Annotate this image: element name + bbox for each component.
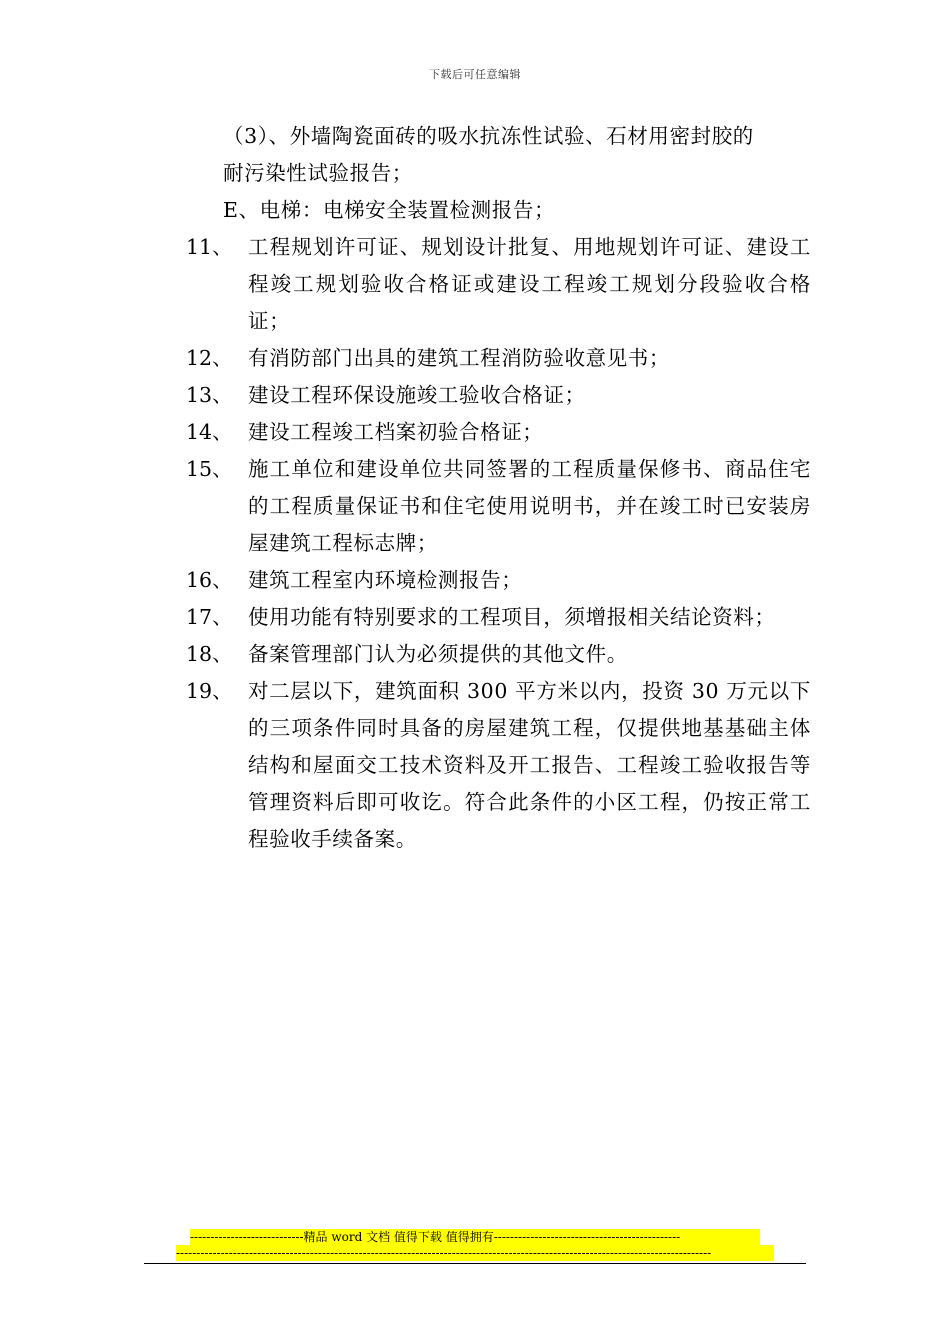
list-number: 15、 <box>186 457 233 481</box>
paragraph-line: （3）、外墙陶瓷面砖的吸水抗冻性试验、石材用密封胶的 <box>223 124 754 148</box>
document-body <box>186 118 811 858</box>
list-number: 14、 <box>186 420 233 444</box>
list-item-12 <box>186 340 811 377</box>
list-item-17 <box>186 599 811 636</box>
footer-dash-line: ------------------------------------------------------------------------------------------------------------------------------------ <box>176 1245 774 1261</box>
list-number: 16、 <box>186 568 233 592</box>
list-number: 17、 <box>186 605 233 629</box>
list-number: 19、 <box>186 679 233 703</box>
paragraph-item-3 <box>186 118 811 192</box>
footer-divider <box>144 1263 806 1264</box>
list-text: 建筑工程室内环境检测报告； <box>248 568 523 592</box>
list-text: 工程规划许可证、规划设计批复、用地规划许可证、建设工程竣工规划验收合格证或建设工程竣工规划分段验收合格证； <box>248 235 811 333</box>
list-item-13 <box>186 377 811 414</box>
list-text: 对二层以下，建筑面积 300 平方米以内，投资 30 万元以下的三项条件同时具备的房屋建筑工程，仅提供地基基础主体结构和屋面交工技术资料及开工报告、工程竣工验收报告等管理资料后即可收讫。符合此条件的小区工程，仍按正常工程验收手续备案。 <box>248 679 811 851</box>
list-item-16 <box>186 562 811 599</box>
list-item-19 <box>186 673 811 858</box>
list-item-18 <box>186 636 811 673</box>
list-number: 13、 <box>186 383 233 407</box>
list-item-11 <box>186 229 811 340</box>
list-number: 12、 <box>186 346 233 370</box>
page-header: 下载后可任意编辑 <box>429 68 521 81</box>
paragraph-line: 耐污染性试验报告； <box>223 161 413 185</box>
list-number: 18、 <box>186 642 233 666</box>
list-text: 施工单位和建设单位共同签署的工程质量保修书、商品住宅的工程质量保证书和住宅使用说明书，并在竣工时已安装房屋建筑工程标志牌； <box>248 457 811 555</box>
paragraph-item-e: E、电梯：电梯安全装置检测报告； <box>223 198 556 222</box>
list-text: 建设工程竣工档案初验合格证； <box>248 420 544 444</box>
list-text: 使用功能有特别要求的工程项目，须增报相关结论资料； <box>248 605 776 629</box>
list-item-14 <box>186 414 811 451</box>
list-text: 有消防部门出具的建筑工程消防验收意见书； <box>248 346 670 370</box>
list-item-15 <box>186 451 811 562</box>
list-number: 11、 <box>186 235 233 259</box>
list-text: 建设工程环保设施竣工验收合格证； <box>248 383 586 407</box>
list-text: 备案管理部门认为必须提供的其他文件。 <box>248 642 628 666</box>
footer-banner: ----------------------------精品 word 文档 值得下载 值得拥有---------------------------------------------- <box>190 1229 760 1245</box>
